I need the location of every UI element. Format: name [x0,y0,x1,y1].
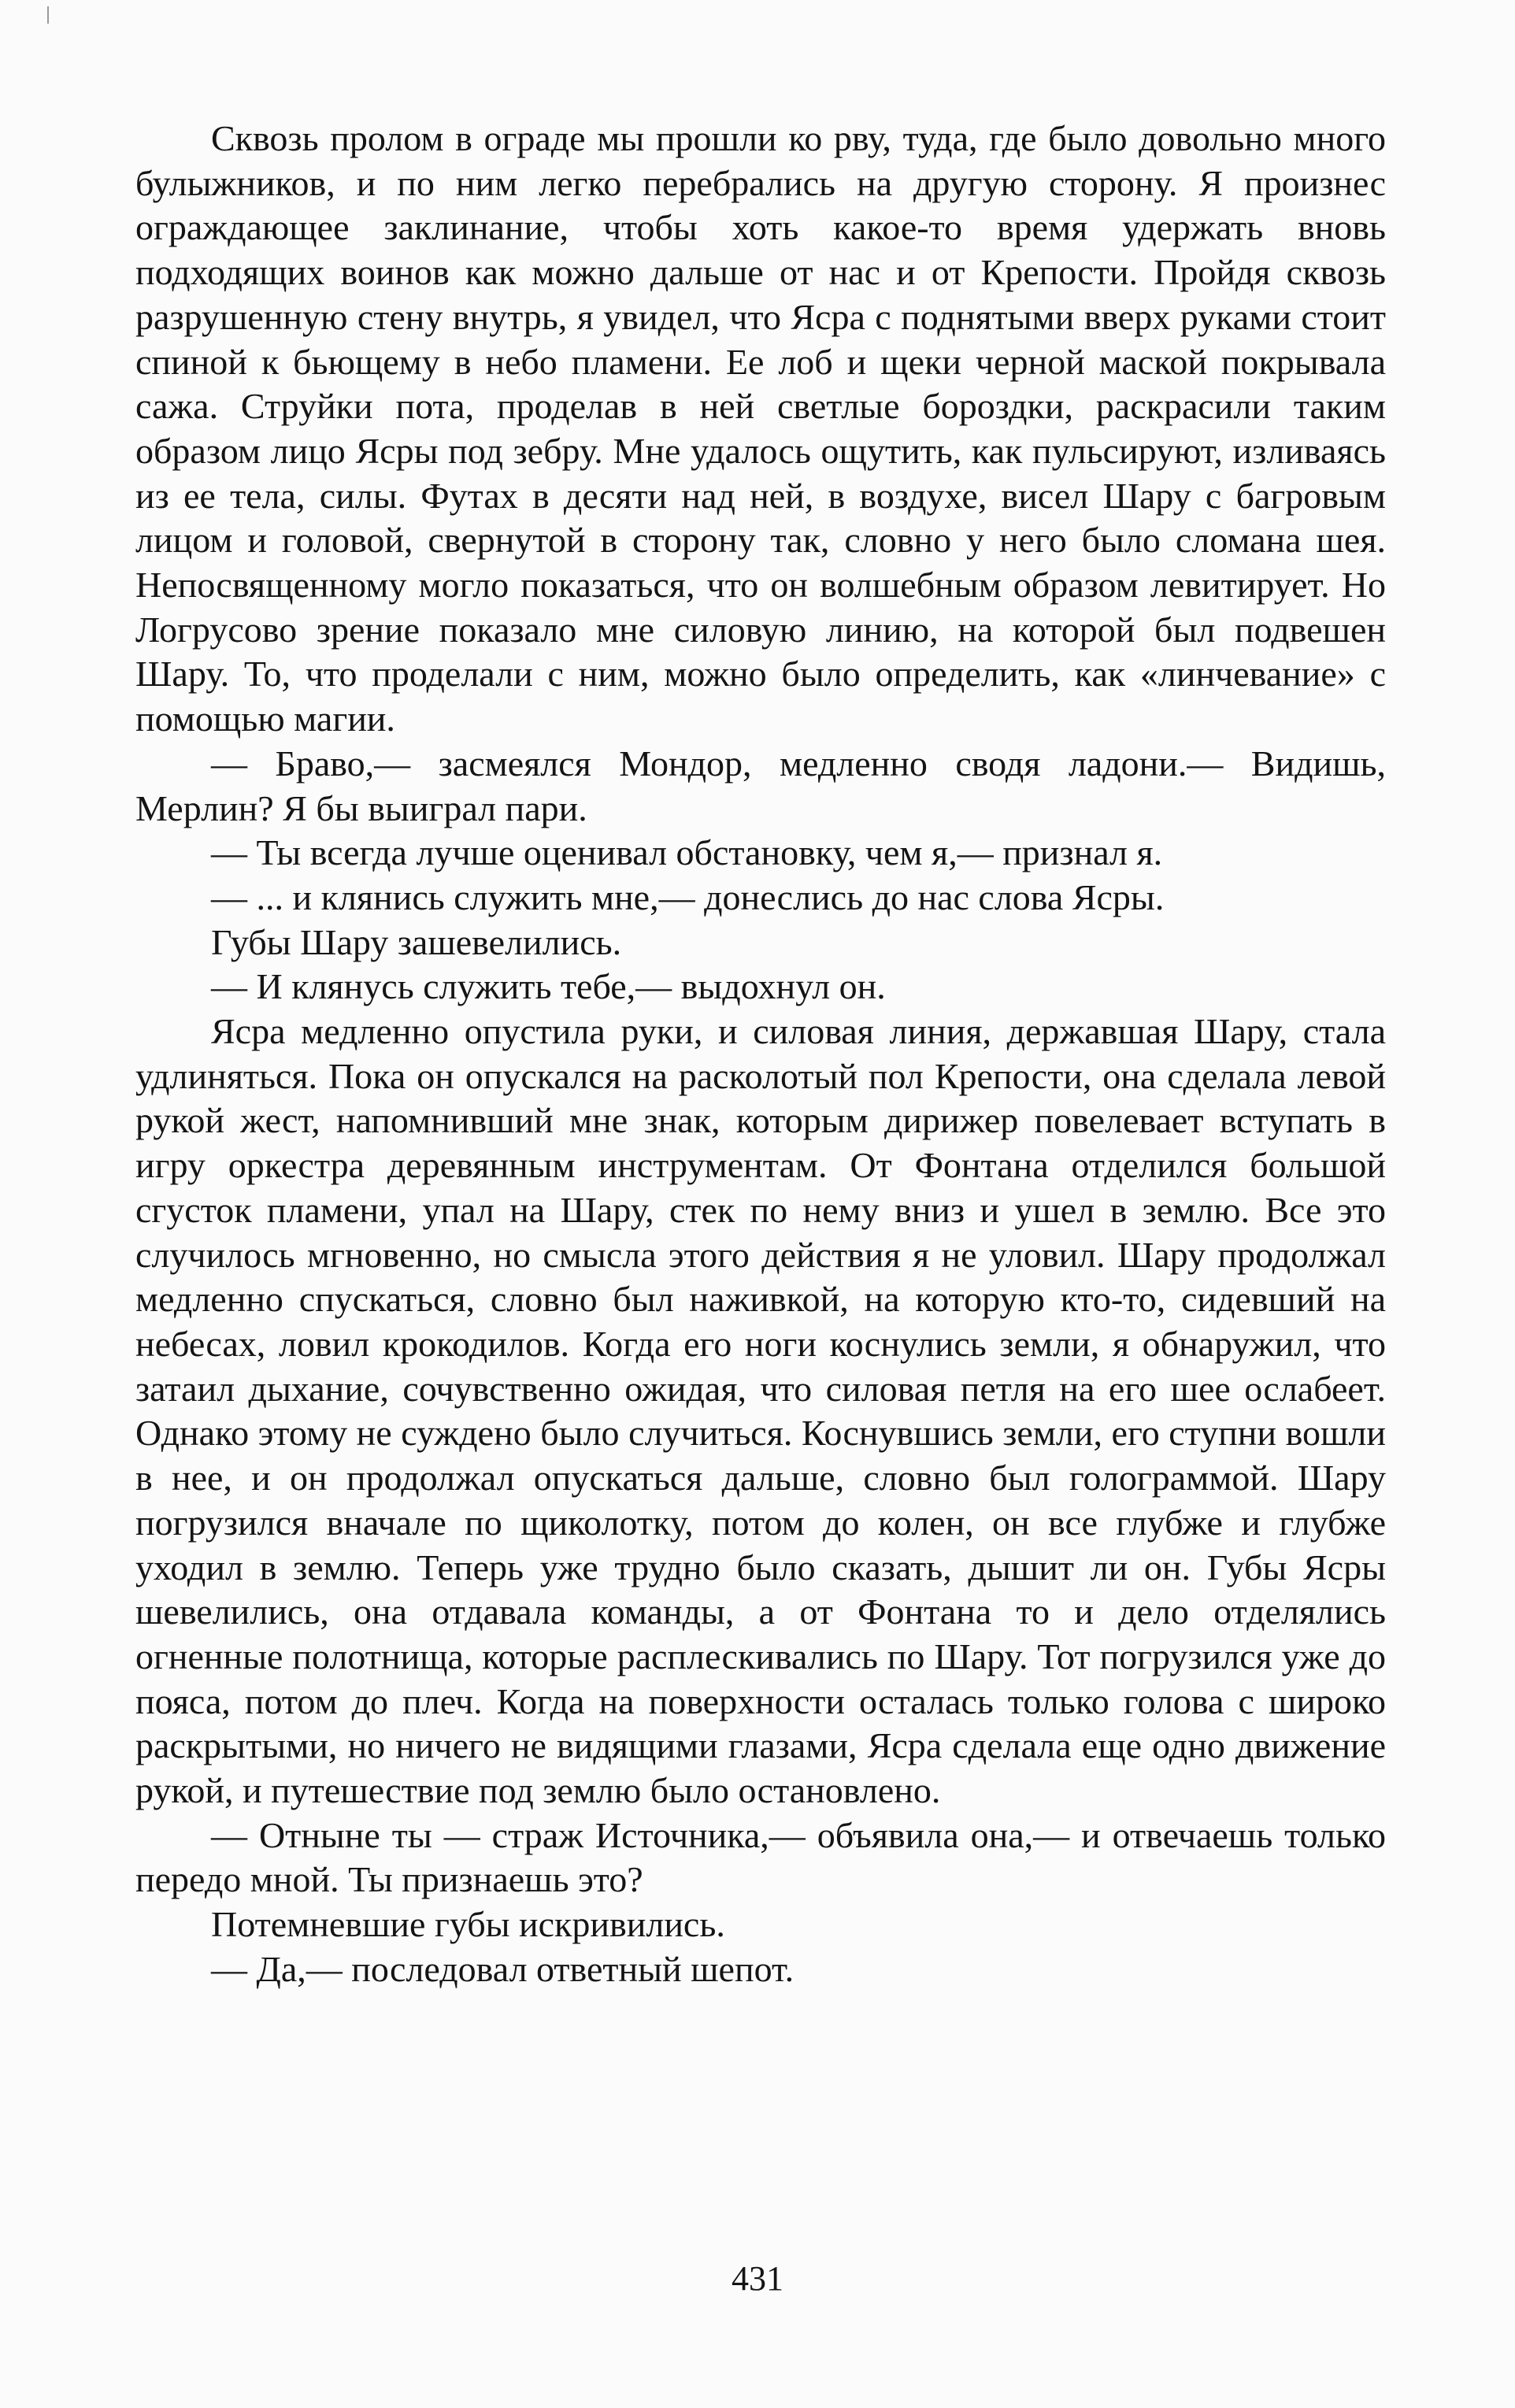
page-number: 431 [732,2259,783,2298]
scan-mark [47,6,52,24]
paragraph: Сквозь пролом в ограде мы прошли ко рву, туда, где было довольно много булыжников, и по ним легко перебрались на другую сторону. Я произнес ограждающее заклинание, чтобы хоть какое-то время удержать вновь подходящих воинов как можно дальше от нас и от Крепости. Пройдя сквозь разрушенную стену внутрь, я увидел, что Ясра с поднятыми вверх руками стоит спиной к бьющему в небо пламени. Ее лоб и щеки черной маской покрывала сажа. Струйки пота, проделав в ней светлые бороздки, раскрасили таким образом лицо Ясры под зебру. Мне удалось ощутить, как пульсируют, изливаясь из ее тела, силы. Футах в десяти над ней, в воздухе, висел Шару с багровым лицом и головой, свернутой в сторону так, словно у него было сломана шея. Непосвященному могло показаться, что он волшебным образом левитирует. Но Логрусово зрение показало мне силовую линию, на которой был подвешен Шару. То, что проделали с ним, можно было определить, как «линчевание» с помощью магии. [135,118,1386,739]
paragraph: — Ты всегда лучше оценивал обстановку, чем я,— признал я. [211,832,1163,873]
paragraph: — И клянусь служить тебе,— выдохнул он. [211,966,886,1007]
paragraph: — Отныне ты — страж Источника,— объявила она,— и отвечаешь только передо мной. Ты признаешь это? [135,1814,1386,1900]
paragraph: Губы Шару зашевелились. [211,921,622,962]
paragraph: — Да,— последовал ответный шепот. [211,1948,795,1989]
paragraph: — ... и клянись служить мне,— донеслись до нас слова Ясры. [211,876,1165,917]
paragraph: Потемневшие губы искривились. [211,1904,725,1945]
body-text [135,117,1386,1992]
paragraph: — Браво,— засмеялся Мондор, медленно сводя ладони.— Видишь, Мерлин? Я бы выиграл пари. [135,743,1386,828]
paragraph: Ясра медленно опустила руки, и силовая линия, державшая Шару, стала удлиняться. Пока он опускался на расколотый пол Крепости, она сделала левой рукой жест, напомнивший мне знак, которым дирижер повелевает вступать в игру оркестра деревянным инструментам. От Фонтана отделился большой сгусток пламени, упал на Шару, стек по нему вниз и ушел в землю. Все это случилось мгновенно, но смысла этого действия я не уловил. Шару продолжал медленно спускаться, словно был наживкой, на которую кто-то, сидевший на небесах, ловил крокодилов. Когда его ноги коснулись земли, я обнаружил, что затаил дыхание, сочувственно ожидая, что силовая петля на его шее ослабеет. Однако этому не суждено было случиться. Коснувшись земли, его ступни вошли в нее, и он продолжал опускаться дальше, словно был голограммой. Шару погрузился вначале по щиколотку, потом до колен, он все глубже и глубже уходил в землю. Теперь уже трудно было сказать, дышит ли он. Губы Ясры шевелились, она отдавала команды, а от Фонтана то и дело отделялись огненные полотнища, которые расплескивались по Шару. Тот погрузился уже до пояса, потом до плеч. Когда на поверхности осталась только голова с широко раскрытыми, но ничего не видящими глазами, Ясра сделала еще одно движение рукой, и путешествие под землю было остановлено. [135,1011,1386,1811]
